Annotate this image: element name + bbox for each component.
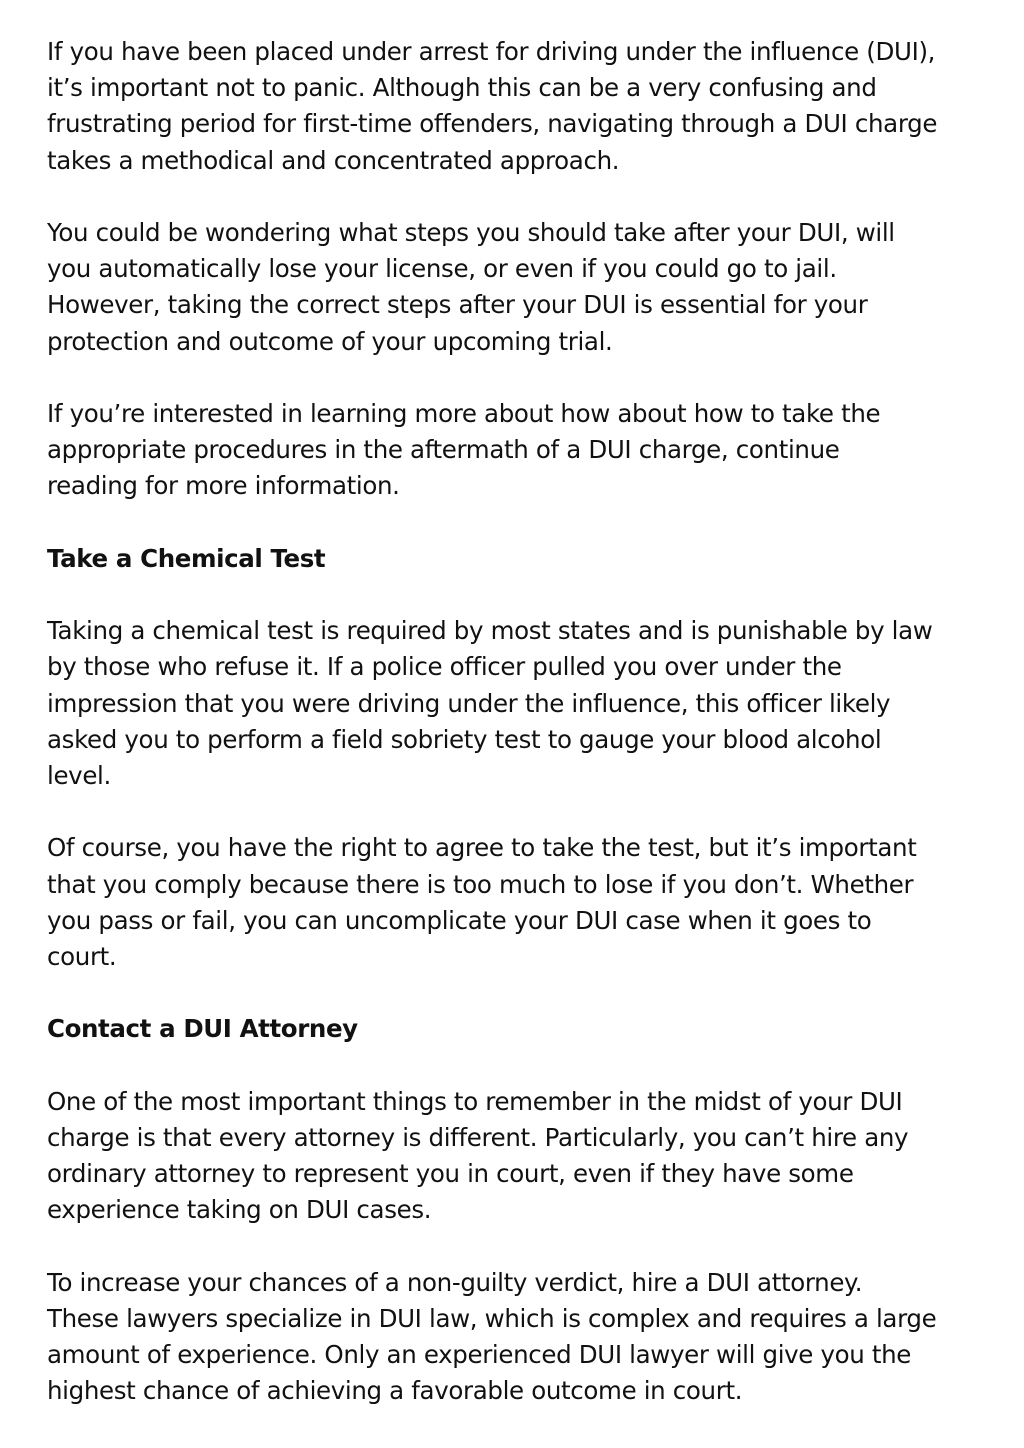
text-line: takes a methodical and concentrated approach. — [47, 145, 620, 175]
text-line: One of the most important things to remember in the midst of your DUI — [47, 1086, 903, 1116]
heading-text: Contact a DUI Attorney — [47, 1014, 358, 1044]
heading-chemical-test — [47, 541, 987, 577]
text-line: that you comply because there is too much to lose if you don’t. Whether — [47, 869, 914, 899]
text-line: impression that you were driving under the influence, this officer likely — [47, 688, 891, 718]
text-line: If you have been placed under arrest for driving under the influence (DUI), — [47, 37, 936, 66]
text-line: asked you to perform a field sobriety test to gauge your blood alcohol — [47, 724, 882, 754]
text-line: If you’re interested in learning more about how about how to take the — [47, 399, 881, 428]
heading-contact-attorney — [47, 1011, 987, 1047]
text-line: frustrating period for first-time offenders, navigating through a DUI charge — [47, 109, 938, 139]
heading-text: Take a Chemical Test — [47, 543, 326, 573]
text-line: amount of experience. Only an experienced DUI lawyer will give you the — [47, 1340, 912, 1370]
text-line: by those who refuse it. If a police officer pulled you over under the — [47, 652, 842, 682]
text-line: However, taking the correct steps after your DUI is essential for your — [47, 290, 868, 320]
steps-paragraph — [47, 215, 987, 360]
text-line: appropriate procedures in the aftermath of a DUI charge, continue — [47, 435, 840, 465]
text-line: charge is that every attorney is different. Particularly, you can’t hire any — [47, 1122, 909, 1152]
text-line: Taking a chemical test is required by most states and is punishable by law — [47, 616, 933, 646]
chemical-test-paragraph — [47, 613, 987, 794]
continue-reading-paragraph — [47, 396, 987, 505]
text-line: protection and outcome of your upcoming trial. — [47, 326, 613, 356]
attorney-paragraph — [47, 1084, 987, 1229]
text-line: it’s important not to panic. Although this can be a very confusing and — [47, 73, 877, 103]
intro-paragraph — [47, 34, 987, 179]
text-line: you automatically lose your license, or even if you could go to jail. — [47, 254, 837, 284]
text-line: level. — [47, 761, 111, 790]
text-line: experience taking on DUI cases. — [47, 1195, 432, 1225]
text-line: Of course, you have the right to agree to take the test, but it’s important — [47, 833, 917, 863]
text-line: reading for more information. — [47, 471, 400, 501]
comply-paragraph — [47, 830, 987, 975]
text-line: ordinary attorney to represent you in court, even if they have some — [47, 1159, 854, 1189]
text-line: you pass or fail, you can uncomplicate your DUI case when it goes to — [47, 905, 872, 935]
text-line: You could be wondering what steps you should take after your DUI, will — [47, 218, 895, 247]
text-line: These lawyers specialize in DUI law, which is complex and requires a large — [47, 1303, 937, 1333]
text-line: To increase your chances of a non-guilty verdict, hire a DUI attorney. — [47, 1267, 863, 1297]
verdict-paragraph — [47, 1265, 987, 1410]
text-line: court. — [47, 942, 117, 971]
text-line: highest chance of achieving a favorable outcome in court. — [47, 1376, 743, 1406]
document-page — [47, 34, 987, 1446]
